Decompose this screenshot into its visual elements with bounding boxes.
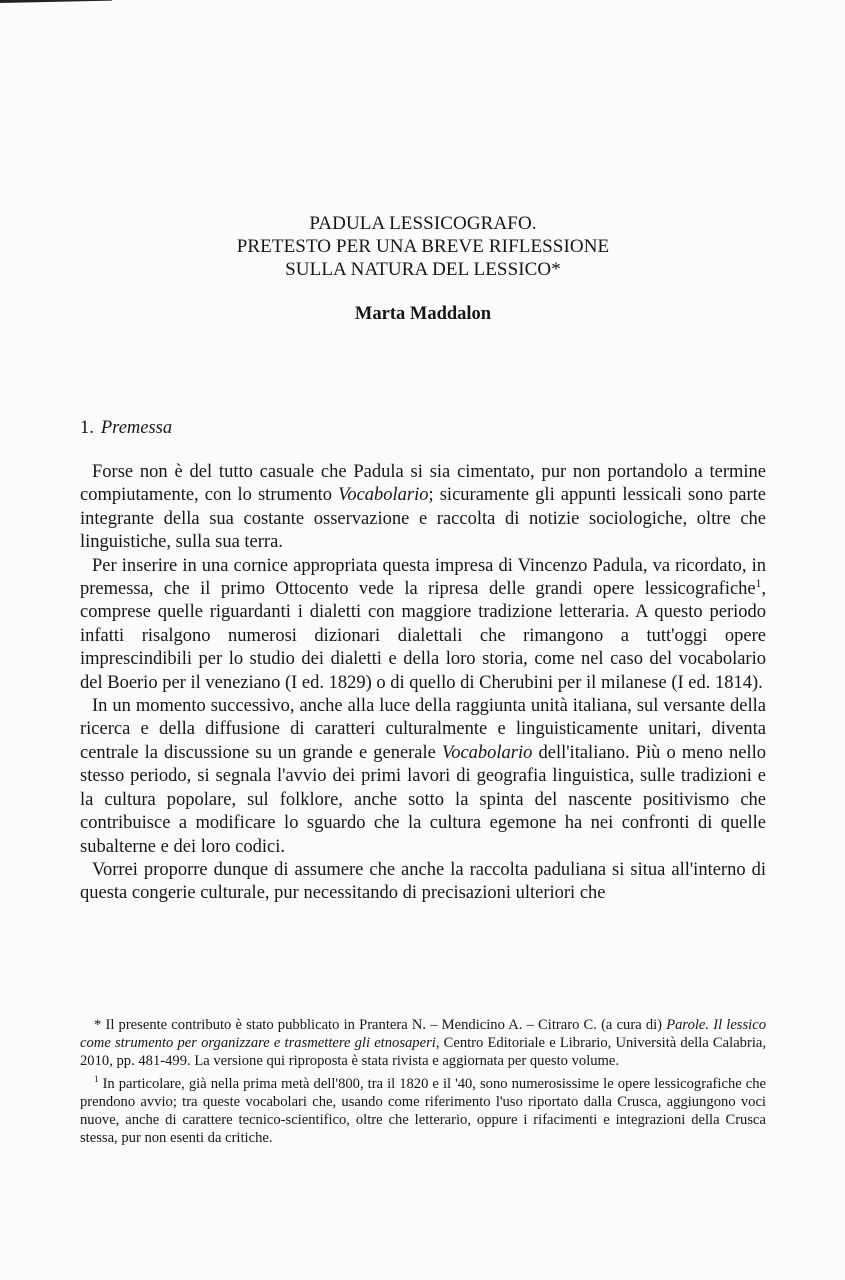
footnote-marker: * [94, 1017, 102, 1033]
footnote-marker: 1 [94, 1073, 99, 1084]
article-title [80, 212, 766, 281]
section-title: Premessa [100, 418, 173, 438]
paragraph-2: Per inserire in una cornice appropriata questa impresa di Vincenzo Padula, va ricordato, in premessa, che il primo Ottocento vede la ripresa delle grandi opere lessicografiche$^1$, comprese quelle riguardanti i dialetti con maggiore tradizione letteraria. A questo periodo infatti risalgono numerosi dizionari dialettali che rimangono a tutt'oggi opere imprescindibili per lo studio dei dialetti e della loro storia, come nel caso del vocabolario del Boerio per il veneziano (I ed. 1829) o di quello di Cherubini per il milanese (I ed. 1814). [80, 555, 766, 693]
author-name: Marta Maddalon [354, 304, 492, 324]
scan-edge-mark [0, 0, 112, 3]
title-line-1: PADULA LESSICOGRAFO. [309, 213, 537, 234]
title-line-2: PRETESTO PER UNA BREVE RIFLESSIONE [236, 236, 610, 257]
paragraph-1: Forse non è del tutto casuale che Padula si sia cimentato, pur non portandolo a termine compiutamente, con lo strumento Vocabolario; sicuramente gli appunti lessicali sono parte integrante della sua costante osservazione e raccolta di notizie sociologiche, oltre che linguistiche, sulla sua terra. [80, 462, 766, 553]
footnotes [80, 1016, 766, 1151]
section-heading [80, 418, 766, 439]
section-number: 1. [80, 418, 94, 438]
body-text [80, 461, 766, 906]
article-page [80, 212, 766, 906]
title-line-3: SULLA NATURA DEL LESSICO* [285, 259, 561, 280]
paragraph-3: In un momento successivo, anche alla luce della raggiunta unità italiana, sul versante della ricerca e della diffusione di caratteri culturalmente e linguisticamente unitari, diventa centrale la discussione su un grande e generale Vocabolario dell'italiano. Più o meno nello stesso periodo, si segnala l'avvio dei primi lavori di geografia linguistica, sulle tradizioni e la cultura popolare, sul folklore, anche sotto la spinta del nascente positivismo che contribuisce a modificare lo sguardo che la cultura egemone ha nei confronti di quelle subalterne e dei loro codici. [80, 696, 766, 857]
footnote-star: * Il presente contributo è stato pubblicato in Prantera N. – Mendicino A. – Citraro C. (a cura di) Parole. Il lessico come strumento per organizzare e trasmettere gli etnosaperi, Centro Editoriale e Librario, Università della Calabria, 2010, pp. 481-499. La versione qui riproposta è stata rivista e aggiornata per questo volume. [80, 1017, 767, 1070]
footnote-ref-1: 1 [755, 577, 762, 590]
paragraph-4: Vorrei proporre dunque di assumere che anche la raccolta paduliana si situa all'interno di questa congerie culturale, pur necessitando di precisazioni ulteriori che [80, 859, 766, 904]
footnote-1: $^1$ In particolare, già nella prima metà dell'800, tra il 1820 e il '40, sono numerosissime le opere lessicografiche che prendono avvio; tra queste vocabolari che, usando come riferimento l'uso riportato dalla Crusca, aggiungono voci nuove, anche di carattere tecnico-scientifico, oltre che letterario, oppure i rifacimenti e integrazioni della Crusca stessa, pur non esenti da critiche. [80, 1073, 766, 1147]
